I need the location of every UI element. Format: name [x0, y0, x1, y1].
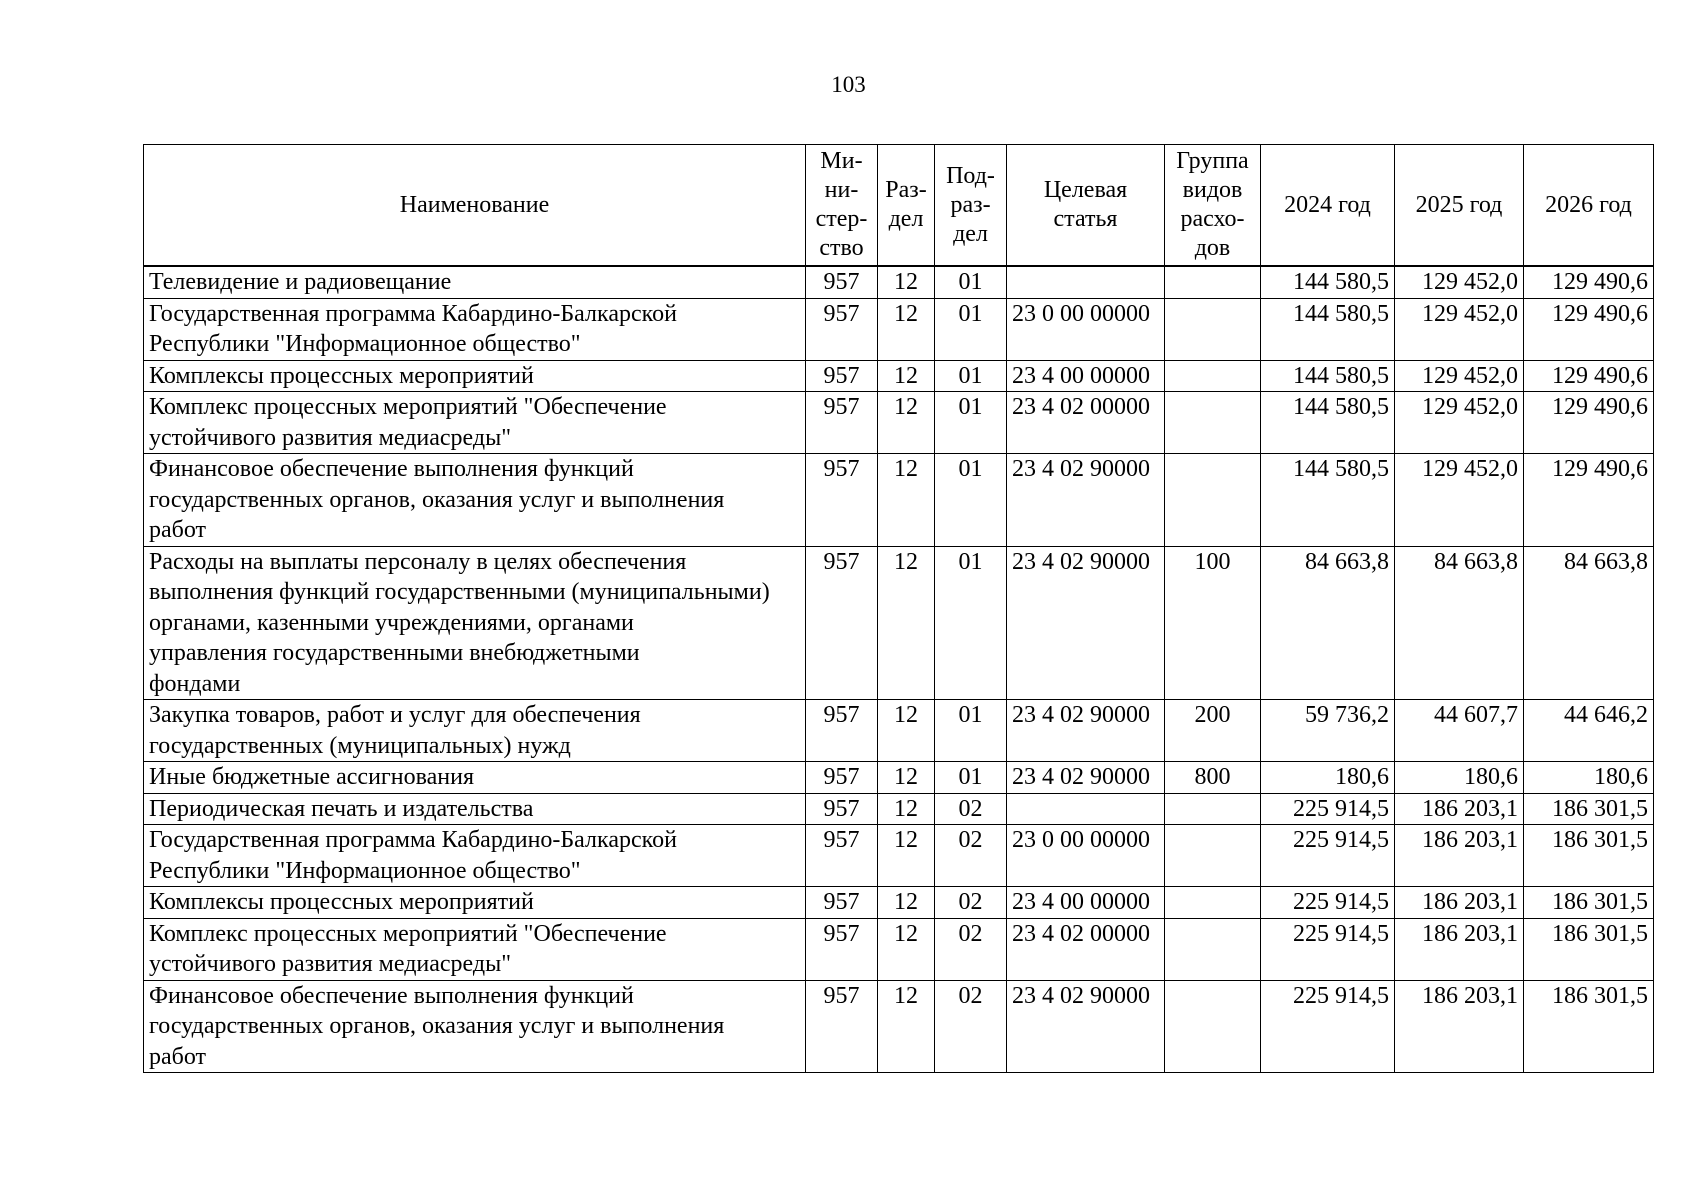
cell-name-line: Периодическая печать и издательства — [149, 795, 534, 822]
cell-name — [144, 762, 806, 794]
cell-2024: 180,6 — [1261, 762, 1395, 794]
cell-podrazdel: 01 — [935, 266, 1007, 298]
cell-razdel: 12 — [878, 298, 935, 360]
cell-name-line: выполнения функций государственными (муниципальными) — [149, 579, 770, 605]
cell-ministry: 957 — [806, 825, 878, 887]
cell-2024: 225 914,5 — [1261, 793, 1395, 825]
cell-gruppa — [1165, 825, 1261, 887]
cell-name-line: Комплексы процессных мероприятий — [149, 362, 534, 389]
cell-gruppa — [1165, 392, 1261, 454]
cell-2024: 59 736,2 — [1261, 700, 1395, 762]
cell-razdel: 12 — [878, 266, 935, 298]
cell-name-line: Республики "Информационное общество" — [149, 857, 581, 884]
table-row — [144, 980, 1654, 1073]
table-row — [144, 298, 1654, 360]
table-row — [144, 360, 1654, 392]
cell-2024: 225 914,5 — [1261, 918, 1395, 980]
cell-ministry: 957 — [806, 454, 878, 547]
cell-name-line: работ — [149, 1043, 207, 1070]
cell-celevaya-statya: 23 4 00 00000 — [1007, 887, 1165, 919]
cell-2026: 186 301,5 — [1524, 887, 1654, 919]
cell-2024: 144 580,5 — [1261, 266, 1395, 298]
cell-ministry: 957 — [806, 392, 878, 454]
header-ministry: Ми- ни- стер- ство — [806, 145, 878, 267]
cell-name-line: Республики "Информационное общество" — [149, 331, 581, 357]
cell-celevaya-statya: 23 4 02 00000 — [1007, 918, 1165, 980]
cell-podrazdel: 01 — [935, 700, 1007, 762]
header-razdel: Раз- дел — [878, 145, 935, 267]
cell-2025: 186 203,1 — [1395, 918, 1524, 980]
table-row — [144, 793, 1654, 825]
cell-2026: 129 490,6 — [1524, 298, 1654, 360]
cell-2024: 225 914,5 — [1261, 887, 1395, 919]
cell-podrazdel: 01 — [935, 392, 1007, 454]
table-row — [144, 887, 1654, 919]
table-row — [144, 266, 1654, 298]
cell-ministry: 957 — [806, 887, 878, 919]
cell-name-line: Государственная программа Кабардино-Балкарской — [149, 300, 677, 327]
header-2024: 2024 год — [1261, 145, 1395, 267]
cell-2025: 44 607,7 — [1395, 700, 1524, 762]
cell-name-line: государственных органов, оказания услуг и выполнения — [149, 486, 725, 513]
cell-podrazdel: 01 — [935, 298, 1007, 360]
page-number: 103 — [831, 72, 866, 97]
cell-name — [144, 298, 806, 360]
cell-ministry: 957 — [806, 546, 878, 700]
cell-name-line: Финансовое обеспечение выполнения функций — [149, 456, 634, 482]
cell-name — [144, 887, 806, 919]
cell-2025: 129 452,0 — [1395, 454, 1524, 547]
table-row — [144, 546, 1654, 700]
cell-gruppa — [1165, 980, 1261, 1073]
cell-celevaya-statya — [1007, 793, 1165, 825]
cell-2025: 186 203,1 — [1395, 887, 1524, 919]
cell-2025: 129 452,0 — [1395, 360, 1524, 392]
cell-name-line: работ — [149, 517, 207, 543]
cell-podrazdel: 02 — [935, 825, 1007, 887]
cell-name-line: Комплексы процессных мероприятий — [149, 889, 534, 915]
cell-2025: 129 452,0 — [1395, 266, 1524, 298]
cell-name-line: Закупка товаров, работ и услуг для обеспечения — [149, 702, 641, 728]
cell-razdel: 12 — [878, 700, 935, 762]
cell-name — [144, 360, 806, 392]
cell-name-line: Расходы на выплаты персоналу в целях обеспечения — [149, 548, 687, 575]
header-name: Наименование — [144, 145, 806, 267]
cell-podrazdel: 02 — [935, 887, 1007, 919]
cell-name-line: государственных органов, оказания услуг и выполнения — [149, 1013, 725, 1039]
header-gruppa-vidov-rashodov: Группа видов расхо- дов — [1165, 145, 1261, 267]
cell-celevaya-statya: 23 4 02 90000 — [1007, 700, 1165, 762]
cell-celevaya-statya: 23 4 02 90000 — [1007, 762, 1165, 794]
cell-2026: 84 663,8 — [1524, 546, 1654, 700]
cell-name — [144, 918, 806, 980]
cell-razdel: 12 — [878, 392, 935, 454]
cell-gruppa: 100 — [1165, 546, 1261, 700]
cell-2025: 129 452,0 — [1395, 392, 1524, 454]
cell-2026: 186 301,5 — [1524, 980, 1654, 1073]
cell-2025: 129 452,0 — [1395, 298, 1524, 360]
cell-2024: 84 663,8 — [1261, 546, 1395, 700]
cell-celevaya-statya: 23 4 02 90000 — [1007, 546, 1165, 700]
cell-razdel: 12 — [878, 918, 935, 980]
table-body — [144, 266, 1654, 1073]
cell-ministry: 957 — [806, 918, 878, 980]
cell-name — [144, 793, 806, 825]
cell-podrazdel: 02 — [935, 980, 1007, 1073]
header-2025: 2025 год — [1395, 145, 1524, 267]
cell-gruppa — [1165, 298, 1261, 360]
cell-razdel: 12 — [878, 793, 935, 825]
cell-name-line: Государственная программа Кабардино-Балкарской — [149, 827, 677, 853]
table-row — [144, 392, 1654, 454]
cell-2026: 129 490,6 — [1524, 360, 1654, 392]
cell-name-line: государственных (муниципальных) нужд — [149, 732, 571, 759]
cell-name-line: Иные бюджетные ассигнования — [149, 764, 474, 790]
cell-2024: 144 580,5 — [1261, 360, 1395, 392]
cell-2024: 144 580,5 — [1261, 392, 1395, 454]
cell-name-line: устойчивого развития медиасреды" — [149, 951, 512, 977]
table-header — [144, 145, 1654, 267]
cell-name-line: фондами — [149, 670, 241, 697]
cell-gruppa — [1165, 360, 1261, 392]
cell-gruppa: 200 — [1165, 700, 1261, 762]
cell-2026: 186 301,5 — [1524, 918, 1654, 980]
cell-2024: 144 580,5 — [1261, 298, 1395, 360]
table-row — [144, 825, 1654, 887]
cell-name — [144, 825, 806, 887]
cell-name-line: управления государственными внебюджетными — [149, 640, 640, 666]
cell-name — [144, 392, 806, 454]
cell-celevaya-statya: 23 0 00 00000 — [1007, 825, 1165, 887]
cell-razdel: 12 — [878, 980, 935, 1073]
cell-podrazdel: 01 — [935, 546, 1007, 700]
cell-gruppa — [1165, 918, 1261, 980]
cell-2025: 186 203,1 — [1395, 793, 1524, 825]
cell-razdel: 12 — [878, 825, 935, 887]
cell-ministry: 957 — [806, 980, 878, 1073]
cell-name — [144, 454, 806, 547]
cell-2025: 180,6 — [1395, 762, 1524, 794]
cell-gruppa — [1165, 887, 1261, 919]
cell-razdel: 12 — [878, 360, 935, 392]
cell-podrazdel: 01 — [935, 762, 1007, 794]
cell-ministry: 957 — [806, 762, 878, 794]
table-row — [144, 918, 1654, 980]
cell-razdel: 12 — [878, 887, 935, 919]
cell-name-line: Финансовое обеспечение выполнения функций — [149, 982, 634, 1009]
cell-2025: 84 663,8 — [1395, 546, 1524, 700]
cell-podrazdel: 02 — [935, 793, 1007, 825]
cell-celevaya-statya: 23 4 00 00000 — [1007, 360, 1165, 392]
cell-name-line: Телевидение и радиовещание — [149, 269, 452, 295]
cell-2026: 186 301,5 — [1524, 825, 1654, 887]
cell-name — [144, 546, 806, 700]
cell-gruppa — [1165, 793, 1261, 825]
cell-ministry: 957 — [806, 360, 878, 392]
cell-name-line: Комплекс процессных мероприятий "Обеспечение — [149, 394, 667, 420]
cell-ministry: 957 — [806, 793, 878, 825]
cell-2025: 186 203,1 — [1395, 825, 1524, 887]
header-celevaya-statya: Целевая статья — [1007, 145, 1165, 267]
cell-razdel: 12 — [878, 762, 935, 794]
cell-gruppa — [1165, 454, 1261, 547]
cell-celevaya-statya — [1007, 266, 1165, 298]
cell-gruppa: 800 — [1165, 762, 1261, 794]
cell-ministry: 957 — [806, 266, 878, 298]
cell-2024: 144 580,5 — [1261, 454, 1395, 547]
header-row — [144, 145, 1654, 267]
table-row — [144, 700, 1654, 762]
cell-2026: 186 301,5 — [1524, 793, 1654, 825]
header-2026: 2026 год — [1524, 145, 1654, 267]
cell-name — [144, 266, 806, 298]
cell-podrazdel: 02 — [935, 918, 1007, 980]
cell-2026: 129 490,6 — [1524, 392, 1654, 454]
cell-celevaya-statya: 23 4 02 90000 — [1007, 980, 1165, 1073]
table-row — [144, 454, 1654, 547]
cell-2026: 44 646,2 — [1524, 700, 1654, 762]
budget-table — [143, 144, 1654, 1073]
cell-razdel: 12 — [878, 546, 935, 700]
cell-2026: 180,6 — [1524, 762, 1654, 794]
table-row — [144, 762, 1654, 794]
cell-2025: 186 203,1 — [1395, 980, 1524, 1073]
cell-name-line: устойчивого развития медиасреды" — [149, 424, 512, 451]
cell-2026: 129 490,6 — [1524, 454, 1654, 547]
cell-name-line: органами, казенными учреждениями, органами — [149, 609, 634, 636]
header-podrazdel: Под- раз- дел — [935, 145, 1007, 267]
cell-gruppa — [1165, 266, 1261, 298]
cell-2026: 129 490,6 — [1524, 266, 1654, 298]
cell-ministry: 957 — [806, 700, 878, 762]
cell-celevaya-statya: 23 4 02 00000 — [1007, 392, 1165, 454]
cell-2024: 225 914,5 — [1261, 980, 1395, 1073]
cell-celevaya-statya: 23 0 00 00000 — [1007, 298, 1165, 360]
cell-razdel: 12 — [878, 454, 935, 547]
cell-podrazdel: 01 — [935, 454, 1007, 547]
cell-celevaya-statya: 23 4 02 90000 — [1007, 454, 1165, 547]
cell-name — [144, 980, 806, 1073]
cell-podrazdel: 01 — [935, 360, 1007, 392]
cell-name — [144, 700, 806, 762]
cell-name-line: Комплекс процессных мероприятий "Обеспечение — [149, 920, 667, 947]
cell-ministry: 957 — [806, 298, 878, 360]
cell-2024: 225 914,5 — [1261, 825, 1395, 887]
